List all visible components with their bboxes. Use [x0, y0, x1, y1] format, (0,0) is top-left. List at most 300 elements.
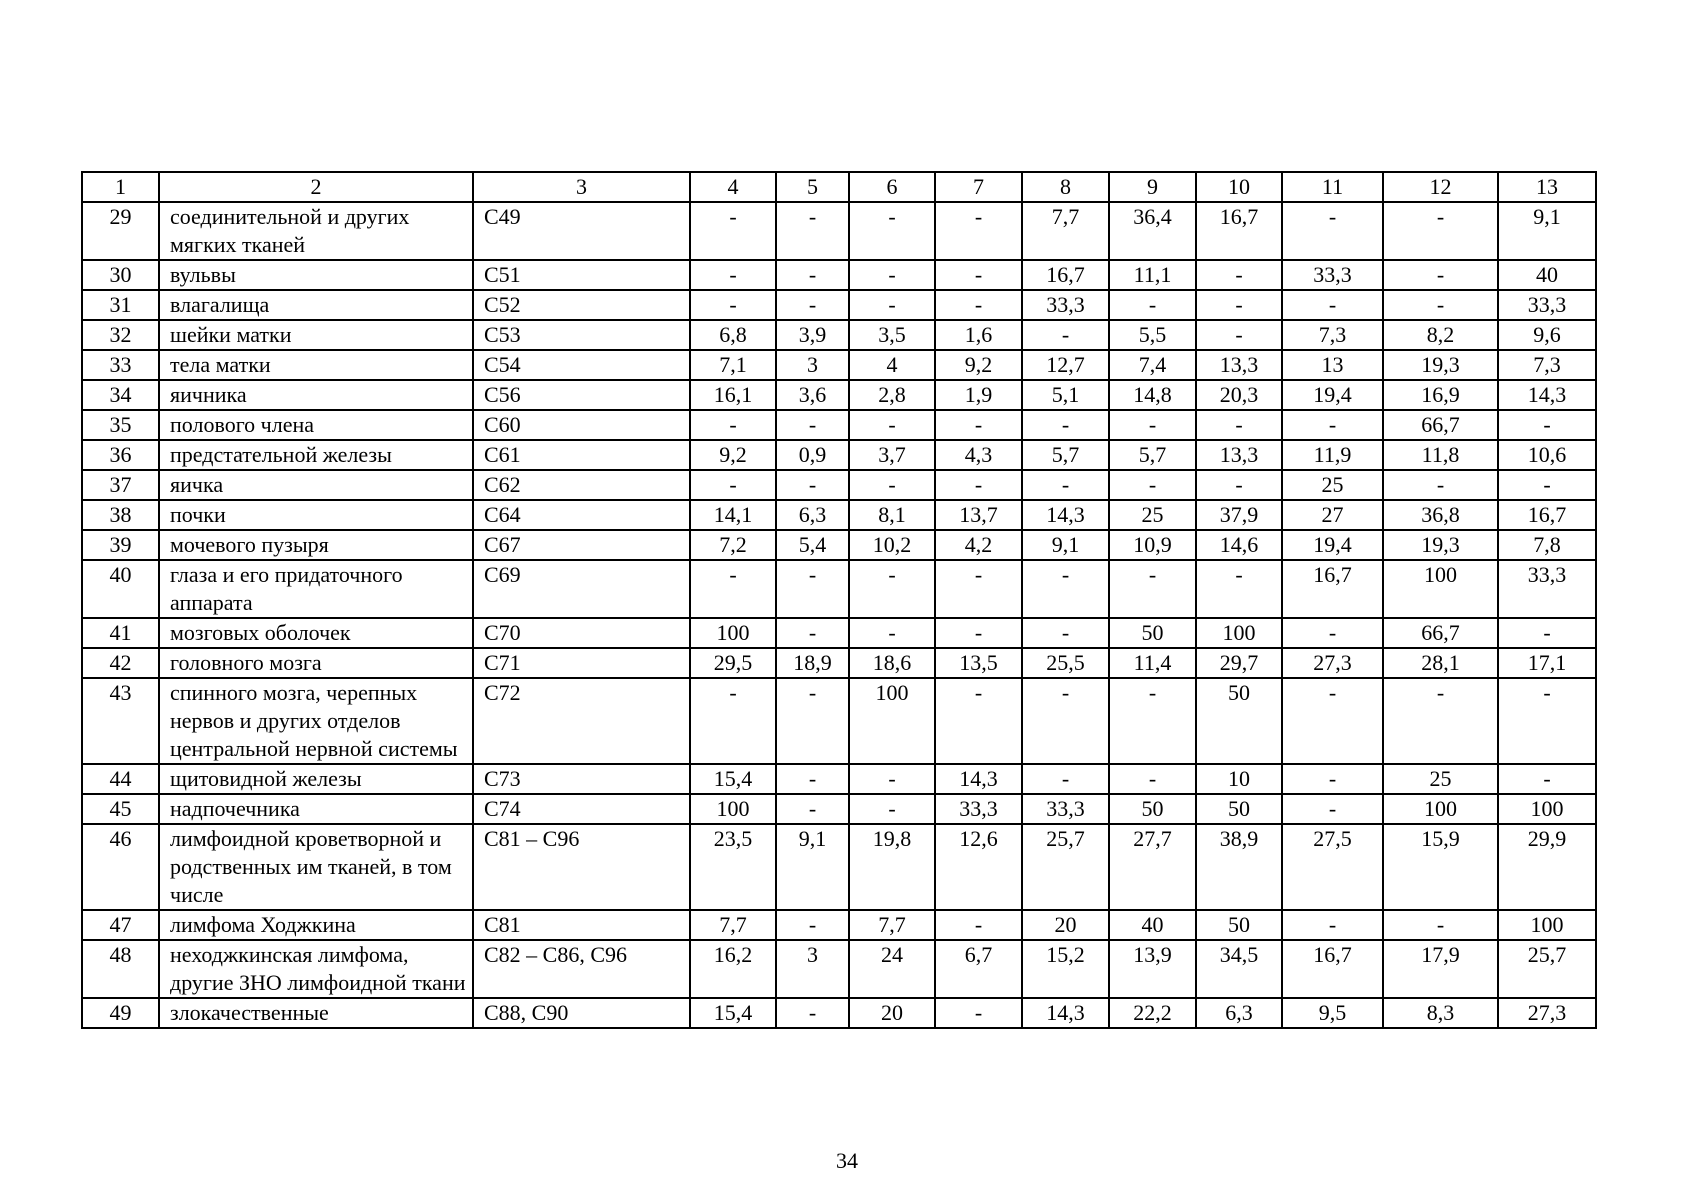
- row-label-cell: злокачественные: [159, 998, 473, 1028]
- value-cell: 11,1: [1109, 260, 1196, 290]
- value-cell: 7,1: [690, 350, 776, 380]
- value-cell: 5,5: [1109, 320, 1196, 350]
- row-label-cell: лимфоидной кроветворной и родственных им тканей, в том числе: [159, 824, 473, 910]
- code-cell: С73: [473, 764, 690, 794]
- value-cell: 19,3: [1383, 350, 1498, 380]
- value-cell: 5,4: [776, 530, 849, 560]
- row-label-cell: мозговых оболочек: [159, 618, 473, 648]
- header-cell: 2: [159, 172, 473, 202]
- value-cell: -: [935, 470, 1022, 500]
- header-cell: 7: [935, 172, 1022, 202]
- value-cell: 8,2: [1383, 320, 1498, 350]
- value-cell: 25,7: [1022, 824, 1109, 910]
- value-cell: -: [776, 202, 849, 260]
- value-cell: 10,2: [849, 530, 935, 560]
- value-cell: 40: [1498, 260, 1596, 290]
- value-cell: 3,7: [849, 440, 935, 470]
- value-cell: 34,5: [1196, 940, 1282, 998]
- value-cell: 29,7: [1196, 648, 1282, 678]
- code-cell: С53: [473, 320, 690, 350]
- table-row: [82, 998, 1596, 1028]
- row-label-cell: головного мозга: [159, 648, 473, 678]
- row-number-cell: 46: [82, 824, 159, 910]
- table-row: [82, 380, 1596, 410]
- code-cell: С61: [473, 440, 690, 470]
- value-cell: 20: [849, 998, 935, 1028]
- value-cell: -: [1282, 618, 1383, 648]
- value-cell: -: [776, 678, 849, 764]
- value-cell: 13,3: [1196, 350, 1282, 380]
- value-cell: -: [1282, 290, 1383, 320]
- value-cell: -: [1109, 560, 1196, 618]
- value-cell: 50: [1109, 618, 1196, 648]
- value-cell: 38,9: [1196, 824, 1282, 910]
- value-cell: -: [1282, 794, 1383, 824]
- value-cell: -: [1196, 320, 1282, 350]
- code-cell: С60: [473, 410, 690, 440]
- row-label-cell: лимфома Ходжкина: [159, 910, 473, 940]
- value-cell: 36,8: [1383, 500, 1498, 530]
- value-cell: 10,9: [1109, 530, 1196, 560]
- value-cell: -: [849, 560, 935, 618]
- table-row: [82, 410, 1596, 440]
- value-cell: 18,9: [776, 648, 849, 678]
- value-cell: 7,3: [1498, 350, 1596, 380]
- row-label-cell: щитовидной железы: [159, 764, 473, 794]
- table-row: [82, 320, 1596, 350]
- value-cell: 33,3: [935, 794, 1022, 824]
- code-cell: С70: [473, 618, 690, 648]
- value-cell: 19,4: [1282, 530, 1383, 560]
- value-cell: 19,3: [1383, 530, 1498, 560]
- row-number-cell: 41: [82, 618, 159, 648]
- value-cell: 10,6: [1498, 440, 1596, 470]
- code-cell: С56: [473, 380, 690, 410]
- value-cell: 14,3: [935, 764, 1022, 794]
- value-cell: -: [1498, 410, 1596, 440]
- value-cell: -: [1498, 678, 1596, 764]
- value-cell: -: [776, 618, 849, 648]
- row-label-cell: вульвы: [159, 260, 473, 290]
- value-cell: 6,3: [776, 500, 849, 530]
- value-cell: 3: [776, 940, 849, 998]
- value-cell: 100: [1196, 618, 1282, 648]
- value-cell: 20,3: [1196, 380, 1282, 410]
- value-cell: -: [1282, 910, 1383, 940]
- header-cell: 10: [1196, 172, 1282, 202]
- value-cell: 13,9: [1109, 940, 1196, 998]
- value-cell: -: [1022, 618, 1109, 648]
- row-label-cell: глаза и его придаточного аппарата: [159, 560, 473, 618]
- value-cell: -: [776, 794, 849, 824]
- row-label-cell: предстательной железы: [159, 440, 473, 470]
- code-cell: С52: [473, 290, 690, 320]
- value-cell: 29,9: [1498, 824, 1596, 910]
- header-cell: 6: [849, 172, 935, 202]
- value-cell: -: [690, 560, 776, 618]
- value-cell: 3,9: [776, 320, 849, 350]
- value-cell: 20: [1022, 910, 1109, 940]
- value-cell: -: [690, 470, 776, 500]
- value-cell: -: [849, 202, 935, 260]
- value-cell: -: [1109, 470, 1196, 500]
- value-cell: -: [935, 678, 1022, 764]
- value-cell: 27,5: [1282, 824, 1383, 910]
- value-cell: 25,5: [1022, 648, 1109, 678]
- value-cell: -: [1282, 202, 1383, 260]
- value-cell: 6,8: [690, 320, 776, 350]
- value-cell: 13: [1282, 350, 1383, 380]
- value-cell: 10: [1196, 764, 1282, 794]
- value-cell: 27: [1282, 500, 1383, 530]
- value-cell: -: [935, 998, 1022, 1028]
- table-body: [82, 202, 1596, 1028]
- value-cell: 16,7: [1282, 940, 1383, 998]
- value-cell: -: [690, 410, 776, 440]
- value-cell: 27,3: [1498, 998, 1596, 1028]
- header-cell: 3: [473, 172, 690, 202]
- value-cell: -: [1022, 320, 1109, 350]
- row-label-cell: спинного мозга, черепных нервов и других отделов центральной нервной системы: [159, 678, 473, 764]
- code-cell: С81: [473, 910, 690, 940]
- value-cell: 16,7: [1022, 260, 1109, 290]
- table-row: [82, 470, 1596, 500]
- header-cell: 4: [690, 172, 776, 202]
- row-number-cell: 48: [82, 940, 159, 998]
- value-cell: 37,9: [1196, 500, 1282, 530]
- value-cell: 17,9: [1383, 940, 1498, 998]
- value-cell: -: [1022, 560, 1109, 618]
- value-cell: 16,7: [1282, 560, 1383, 618]
- value-cell: 5,1: [1022, 380, 1109, 410]
- value-cell: -: [849, 290, 935, 320]
- row-number-cell: 42: [82, 648, 159, 678]
- value-cell: 17,1: [1498, 648, 1596, 678]
- value-cell: 14,1: [690, 500, 776, 530]
- row-label-cell: полового члена: [159, 410, 473, 440]
- value-cell: 33,3: [1498, 560, 1596, 618]
- table-row: [82, 290, 1596, 320]
- code-cell: С88, С90: [473, 998, 690, 1028]
- value-cell: -: [776, 470, 849, 500]
- value-cell: 3: [776, 350, 849, 380]
- code-cell: С51: [473, 260, 690, 290]
- value-cell: 66,7: [1383, 618, 1498, 648]
- value-cell: 7,8: [1498, 530, 1596, 560]
- value-cell: 33,3: [1282, 260, 1383, 290]
- value-cell: 28,1: [1383, 648, 1498, 678]
- value-cell: 16,7: [1196, 202, 1282, 260]
- value-cell: 4,3: [935, 440, 1022, 470]
- value-cell: 16,2: [690, 940, 776, 998]
- value-cell: -: [1383, 260, 1498, 290]
- value-cell: 4,2: [935, 530, 1022, 560]
- value-cell: -: [1022, 764, 1109, 794]
- value-cell: 1,9: [935, 380, 1022, 410]
- value-cell: 16,7: [1498, 500, 1596, 530]
- code-cell: С69: [473, 560, 690, 618]
- header-cell: 11: [1282, 172, 1383, 202]
- value-cell: -: [1282, 678, 1383, 764]
- table-row: [82, 940, 1596, 998]
- row-label-cell: тела матки: [159, 350, 473, 380]
- value-cell: -: [776, 560, 849, 618]
- value-cell: 16,1: [690, 380, 776, 410]
- value-cell: 13,7: [935, 500, 1022, 530]
- value-cell: -: [1383, 678, 1498, 764]
- value-cell: 8,3: [1383, 998, 1498, 1028]
- row-number-cell: 31: [82, 290, 159, 320]
- value-cell: -: [1196, 410, 1282, 440]
- value-cell: 25,7: [1498, 940, 1596, 998]
- row-number-cell: 29: [82, 202, 159, 260]
- row-number-cell: 43: [82, 678, 159, 764]
- value-cell: -: [935, 410, 1022, 440]
- value-cell: 7,7: [849, 910, 935, 940]
- value-cell: 27,3: [1282, 648, 1383, 678]
- row-label-cell: надпочечника: [159, 794, 473, 824]
- header-row: [82, 172, 1596, 202]
- value-cell: -: [1196, 560, 1282, 618]
- table-row: [82, 910, 1596, 940]
- table-row: [82, 618, 1596, 648]
- table-row: [82, 824, 1596, 910]
- row-label-cell: яичка: [159, 470, 473, 500]
- value-cell: 11,8: [1383, 440, 1498, 470]
- value-cell: -: [935, 290, 1022, 320]
- header-cell: 13: [1498, 172, 1596, 202]
- value-cell: -: [849, 410, 935, 440]
- value-cell: 14,3: [1022, 998, 1109, 1028]
- value-cell: 50: [1109, 794, 1196, 824]
- value-cell: -: [935, 910, 1022, 940]
- value-cell: 9,2: [935, 350, 1022, 380]
- value-cell: 36,4: [1109, 202, 1196, 260]
- table-row: [82, 794, 1596, 824]
- code-cell: С67: [473, 530, 690, 560]
- value-cell: -: [1383, 290, 1498, 320]
- value-cell: 100: [1383, 794, 1498, 824]
- row-label-cell: мочевого пузыря: [159, 530, 473, 560]
- value-cell: 2,8: [849, 380, 935, 410]
- value-cell: -: [776, 998, 849, 1028]
- value-cell: 22,2: [1109, 998, 1196, 1028]
- value-cell: 24: [849, 940, 935, 998]
- value-cell: 15,4: [690, 764, 776, 794]
- row-number-cell: 30: [82, 260, 159, 290]
- value-cell: -: [1282, 410, 1383, 440]
- value-cell: 11,4: [1109, 648, 1196, 678]
- value-cell: 50: [1196, 794, 1282, 824]
- value-cell: -: [849, 618, 935, 648]
- value-cell: 12,7: [1022, 350, 1109, 380]
- code-cell: С74: [473, 794, 690, 824]
- value-cell: 7,2: [690, 530, 776, 560]
- value-cell: -: [776, 910, 849, 940]
- table-row: [82, 350, 1596, 380]
- value-cell: -: [1196, 260, 1282, 290]
- value-cell: 100: [1383, 560, 1498, 618]
- page-number: 34: [836, 1148, 858, 1173]
- value-cell: 14,3: [1022, 500, 1109, 530]
- row-number-cell: 45: [82, 794, 159, 824]
- value-cell: 3,6: [776, 380, 849, 410]
- code-cell: С71: [473, 648, 690, 678]
- code-cell: С49: [473, 202, 690, 260]
- table-row: [82, 440, 1596, 470]
- value-cell: 6,3: [1196, 998, 1282, 1028]
- row-label-cell: неходжкинская лимфома, другие ЗНО лимфоидной ткани: [159, 940, 473, 998]
- value-cell: -: [1196, 470, 1282, 500]
- row-number-cell: 49: [82, 998, 159, 1028]
- value-cell: -: [935, 618, 1022, 648]
- value-cell: -: [1498, 764, 1596, 794]
- value-cell: 16,9: [1383, 380, 1498, 410]
- value-cell: 13,3: [1196, 440, 1282, 470]
- value-cell: 9,1: [1498, 202, 1596, 260]
- table-row: [82, 678, 1596, 764]
- value-cell: 14,8: [1109, 380, 1196, 410]
- value-cell: 33,3: [1022, 794, 1109, 824]
- value-cell: 25: [1383, 764, 1498, 794]
- value-cell: 15,2: [1022, 940, 1109, 998]
- table-row: [82, 500, 1596, 530]
- row-label-cell: влагалища: [159, 290, 473, 320]
- value-cell: -: [1196, 290, 1282, 320]
- value-cell: -: [849, 260, 935, 290]
- value-cell: 27,7: [1109, 824, 1196, 910]
- code-cell: С81 – С96: [473, 824, 690, 910]
- value-cell: 29,5: [690, 648, 776, 678]
- header-cell: 9: [1109, 172, 1196, 202]
- row-number-cell: 32: [82, 320, 159, 350]
- header-cell: 1: [82, 172, 159, 202]
- value-cell: -: [690, 678, 776, 764]
- value-cell: -: [776, 410, 849, 440]
- value-cell: -: [1109, 678, 1196, 764]
- value-cell: 15,4: [690, 998, 776, 1028]
- value-cell: -: [849, 470, 935, 500]
- row-number-cell: 35: [82, 410, 159, 440]
- value-cell: 19,4: [1282, 380, 1383, 410]
- value-cell: -: [690, 202, 776, 260]
- value-cell: -: [1383, 910, 1498, 940]
- value-cell: 14,3: [1498, 380, 1596, 410]
- table-row: [82, 202, 1596, 260]
- value-cell: -: [1022, 410, 1109, 440]
- value-cell: -: [849, 794, 935, 824]
- value-cell: -: [1383, 470, 1498, 500]
- value-cell: 0,9: [776, 440, 849, 470]
- row-number-cell: 44: [82, 764, 159, 794]
- header-cell: 8: [1022, 172, 1109, 202]
- value-cell: -: [935, 260, 1022, 290]
- row-number-cell: 34: [82, 380, 159, 410]
- value-cell: -: [1498, 618, 1596, 648]
- value-cell: 100: [690, 794, 776, 824]
- value-cell: 11,9: [1282, 440, 1383, 470]
- value-cell: -: [776, 290, 849, 320]
- value-cell: -: [1498, 470, 1596, 500]
- value-cell: 7,4: [1109, 350, 1196, 380]
- value-cell: 12,6: [935, 824, 1022, 910]
- value-cell: -: [1282, 764, 1383, 794]
- value-cell: -: [690, 290, 776, 320]
- value-cell: 5,7: [1022, 440, 1109, 470]
- value-cell: 9,2: [690, 440, 776, 470]
- value-cell: -: [690, 260, 776, 290]
- row-number-cell: 33: [82, 350, 159, 380]
- value-cell: -: [935, 202, 1022, 260]
- value-cell: 9,1: [1022, 530, 1109, 560]
- row-number-cell: 38: [82, 500, 159, 530]
- value-cell: 23,5: [690, 824, 776, 910]
- row-label-cell: яичника: [159, 380, 473, 410]
- row-label-cell: соединительной и других мягких тканей: [159, 202, 473, 260]
- value-cell: 25: [1109, 500, 1196, 530]
- value-cell: -: [1109, 764, 1196, 794]
- value-cell: 40: [1109, 910, 1196, 940]
- code-cell: С54: [473, 350, 690, 380]
- value-cell: 100: [1498, 794, 1596, 824]
- value-cell: 25: [1282, 470, 1383, 500]
- row-label-cell: почки: [159, 500, 473, 530]
- value-cell: 15,9: [1383, 824, 1498, 910]
- value-cell: 8,1: [849, 500, 935, 530]
- table-row: [82, 260, 1596, 290]
- value-cell: 66,7: [1383, 410, 1498, 440]
- statistics-table: [81, 171, 1597, 1029]
- value-cell: 3,5: [849, 320, 935, 350]
- value-cell: -: [1022, 678, 1109, 764]
- value-cell: 9,1: [776, 824, 849, 910]
- value-cell: -: [935, 560, 1022, 618]
- value-cell: -: [776, 764, 849, 794]
- row-number-cell: 40: [82, 560, 159, 618]
- code-cell: С82 – С86, С96: [473, 940, 690, 998]
- value-cell: 9,6: [1498, 320, 1596, 350]
- value-cell: 18,6: [849, 648, 935, 678]
- value-cell: 5,7: [1109, 440, 1196, 470]
- value-cell: 7,3: [1282, 320, 1383, 350]
- value-cell: 50: [1196, 678, 1282, 764]
- value-cell: 4: [849, 350, 935, 380]
- header-cell: 12: [1383, 172, 1498, 202]
- value-cell: 6,7: [935, 940, 1022, 998]
- value-cell: 7,7: [690, 910, 776, 940]
- row-number-cell: 39: [82, 530, 159, 560]
- value-cell: -: [776, 260, 849, 290]
- value-cell: 19,8: [849, 824, 935, 910]
- table-row: [82, 530, 1596, 560]
- value-cell: 100: [690, 618, 776, 648]
- header-cell: 5: [776, 172, 849, 202]
- code-cell: С64: [473, 500, 690, 530]
- value-cell: 33,3: [1498, 290, 1596, 320]
- value-cell: 100: [849, 678, 935, 764]
- code-cell: С62: [473, 470, 690, 500]
- value-cell: 33,3: [1022, 290, 1109, 320]
- code-cell: С72: [473, 678, 690, 764]
- row-number-cell: 37: [82, 470, 159, 500]
- value-cell: 9,5: [1282, 998, 1383, 1028]
- value-cell: 14,6: [1196, 530, 1282, 560]
- value-cell: -: [1383, 202, 1498, 260]
- row-number-cell: 36: [82, 440, 159, 470]
- value-cell: 13,5: [935, 648, 1022, 678]
- row-number-cell: 47: [82, 910, 159, 940]
- table-header: [82, 172, 1596, 202]
